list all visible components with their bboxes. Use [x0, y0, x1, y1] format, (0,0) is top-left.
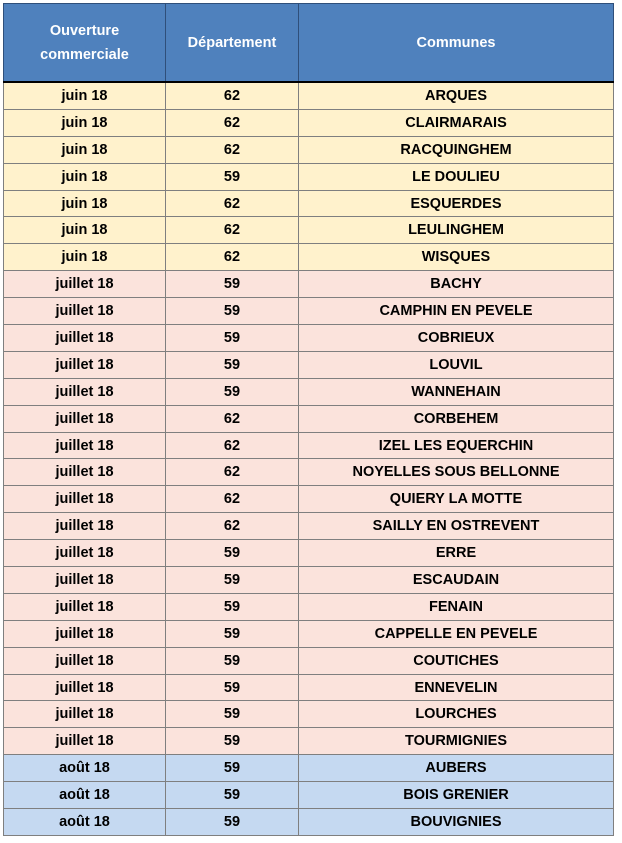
cell-commune: RACQUINGHEM [299, 136, 614, 163]
cell-ouverture: juillet 18 [4, 271, 166, 298]
cell-ouverture: juin 18 [4, 244, 166, 271]
cell-ouverture: juillet 18 [4, 540, 166, 567]
table-row [4, 513, 614, 540]
cell-departement: 59 [166, 378, 299, 405]
cell-ouverture: juin 18 [4, 163, 166, 190]
cell-commune: LOUVIL [299, 351, 614, 378]
cell-departement: 62 [166, 190, 299, 217]
cell-ouverture: juin 18 [4, 190, 166, 217]
cell-departement: 59 [166, 782, 299, 809]
cell-commune: LOURCHES [299, 701, 614, 728]
cell-commune: CORBEHEM [299, 405, 614, 432]
cell-ouverture: juin 18 [4, 109, 166, 136]
cell-departement: 59 [166, 647, 299, 674]
cell-departement: 59 [166, 298, 299, 325]
cell-departement: 62 [166, 513, 299, 540]
cell-departement: 62 [166, 244, 299, 271]
cell-commune: NOYELLES SOUS BELLONNE [299, 459, 614, 486]
opening-schedule-table [3, 3, 614, 836]
table-row [4, 728, 614, 755]
cell-departement: 59 [166, 567, 299, 594]
cell-ouverture: juillet 18 [4, 701, 166, 728]
cell-commune: BOIS GRENIER [299, 782, 614, 809]
cell-ouverture: juillet 18 [4, 593, 166, 620]
cell-departement: 59 [166, 701, 299, 728]
cell-ouverture: juillet 18 [4, 728, 166, 755]
opening-schedule-table-container [3, 3, 613, 836]
cell-departement: 59 [166, 325, 299, 352]
cell-commune: WISQUES [299, 244, 614, 271]
table-row [4, 405, 614, 432]
cell-commune: AUBERS [299, 755, 614, 782]
table-row [4, 620, 614, 647]
cell-departement: 59 [166, 674, 299, 701]
cell-ouverture: août 18 [4, 782, 166, 809]
cell-departement: 62 [166, 432, 299, 459]
cell-ouverture: juillet 18 [4, 432, 166, 459]
table-row [4, 136, 614, 163]
cell-departement: 62 [166, 486, 299, 513]
cell-ouverture: juillet 18 [4, 513, 166, 540]
cell-ouverture: août 18 [4, 809, 166, 836]
cell-ouverture: juillet 18 [4, 620, 166, 647]
cell-commune: FENAIN [299, 593, 614, 620]
table-row [4, 674, 614, 701]
table-row [4, 755, 614, 782]
cell-commune: IZEL LES EQUERCHIN [299, 432, 614, 459]
cell-commune: ESCAUDAIN [299, 567, 614, 594]
cell-departement: 62 [166, 405, 299, 432]
cell-ouverture: juillet 18 [4, 325, 166, 352]
cell-ouverture: juillet 18 [4, 647, 166, 674]
cell-departement: 59 [166, 351, 299, 378]
cell-ouverture: août 18 [4, 755, 166, 782]
table-body [4, 82, 614, 835]
table-row [4, 109, 614, 136]
header-communes: Communes [299, 4, 614, 83]
table-row [4, 593, 614, 620]
cell-departement: 59 [166, 809, 299, 836]
table-row [4, 378, 614, 405]
table-row [4, 163, 614, 190]
table-row [4, 244, 614, 271]
table-row [4, 459, 614, 486]
cell-departement: 59 [166, 540, 299, 567]
cell-commune: LE DOULIEU [299, 163, 614, 190]
table-row [4, 298, 614, 325]
cell-commune: LEULINGHEM [299, 217, 614, 244]
cell-departement: 62 [166, 217, 299, 244]
cell-ouverture: juillet 18 [4, 486, 166, 513]
table-row [4, 432, 614, 459]
cell-commune: ENNEVELIN [299, 674, 614, 701]
cell-commune: ARQUES [299, 82, 614, 109]
cell-ouverture: juin 18 [4, 217, 166, 244]
cell-commune: ESQUERDES [299, 190, 614, 217]
cell-commune: CLAIRMARAIS [299, 109, 614, 136]
table-row [4, 486, 614, 513]
cell-departement: 59 [166, 728, 299, 755]
cell-departement: 59 [166, 163, 299, 190]
cell-ouverture: juillet 18 [4, 298, 166, 325]
table-row [4, 782, 614, 809]
cell-departement: 62 [166, 459, 299, 486]
cell-commune: ERRE [299, 540, 614, 567]
cell-ouverture: juin 18 [4, 82, 166, 109]
cell-commune: QUIERY LA MOTTE [299, 486, 614, 513]
cell-ouverture: juillet 18 [4, 378, 166, 405]
cell-ouverture: juillet 18 [4, 351, 166, 378]
cell-commune: WANNEHAIN [299, 378, 614, 405]
cell-commune: BACHY [299, 271, 614, 298]
table-row [4, 82, 614, 109]
cell-commune: TOURMIGNIES [299, 728, 614, 755]
table-row [4, 647, 614, 674]
cell-ouverture: juillet 18 [4, 459, 166, 486]
cell-commune: COBRIEUX [299, 325, 614, 352]
header-departement: Département [166, 4, 299, 83]
cell-commune: BOUVIGNIES [299, 809, 614, 836]
cell-ouverture: juillet 18 [4, 674, 166, 701]
cell-departement: 62 [166, 109, 299, 136]
cell-ouverture: juin 18 [4, 136, 166, 163]
cell-departement: 62 [166, 82, 299, 109]
table-row [4, 217, 614, 244]
table-row [4, 809, 614, 836]
cell-commune: SAILLY EN OSTREVENT [299, 513, 614, 540]
table-row [4, 701, 614, 728]
cell-departement: 59 [166, 271, 299, 298]
table-row [4, 271, 614, 298]
cell-departement: 59 [166, 620, 299, 647]
cell-departement: 59 [166, 593, 299, 620]
table-header-row [4, 4, 614, 83]
cell-commune: CAMPHIN EN PEVELE [299, 298, 614, 325]
cell-commune: COUTICHES [299, 647, 614, 674]
table-row [4, 351, 614, 378]
cell-departement: 59 [166, 755, 299, 782]
cell-departement: 62 [166, 136, 299, 163]
table-row [4, 540, 614, 567]
table-row [4, 567, 614, 594]
header-ouverture-commerciale: Ouverture commerciale [4, 4, 166, 83]
cell-ouverture: juillet 18 [4, 405, 166, 432]
cell-ouverture: juillet 18 [4, 567, 166, 594]
table-row [4, 325, 614, 352]
table-row [4, 190, 614, 217]
cell-commune: CAPPELLE EN PEVELE [299, 620, 614, 647]
